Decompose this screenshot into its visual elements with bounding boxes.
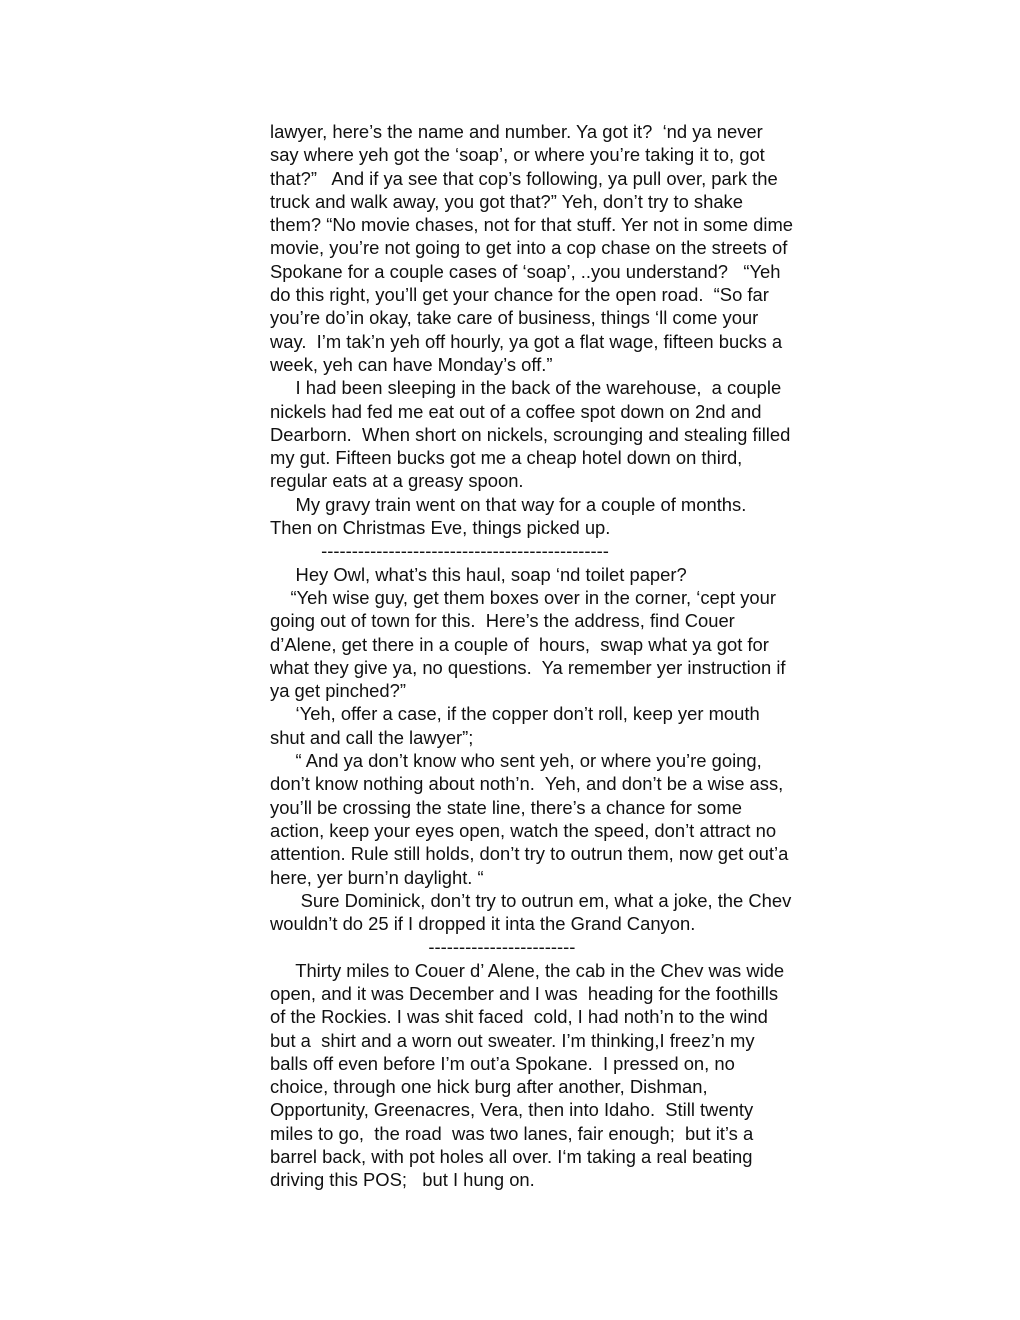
text-line: “Yeh wise guy, get them boxes over in the corner, ‘cept your [270,586,777,608]
text-line: do this right, you’ll get your chance for the open road. “So far [270,284,769,306]
text-line: that?” And if ya see that cop’s following, ya pull over, park the [270,167,778,189]
text-line: My gravy train went on that way for a couple of months. [270,493,747,515]
text-line: movie, you’re not going to get into a cop chase on the streets of [270,237,788,259]
text-line: ‘Yeh, offer a case, if the copper don’t roll, keep yer mouth [270,703,760,725]
text-line: don’t know nothing about noth’n. Yeh, and don’t be a wise ass, [270,773,784,795]
text-line: my gut. Fifteen bucks got me a cheap hotel down on third, [270,447,743,469]
text-line: week, yeh can have Monday’s off.” [270,353,553,375]
text-line: you’ll be crossing the state line, there’s a chance for some [270,796,742,818]
text-line: Opportunity, Greenacres, Vera, then into Idaho. Still twenty [270,1099,754,1121]
text-line: here, yer burn’n daylight. “ [270,866,484,888]
text-line: Sure Dominick, don’t try to outrun em, what a joke, the Chev [270,889,792,911]
text-line: Hey Owl, what’s this haul, soap ‘nd toilet paper? [270,563,687,585]
text-line: nickels had fed me eat out of a coffee spot down on 2nd and [270,400,762,422]
text-line: Thirty miles to Couer d’ Alene, the cab in the Chev was wide [270,959,785,981]
text-line: of the Rockies. I was shit faced cold, I had noth’n to the wind [270,1006,768,1028]
text-line: say where yeh got the ‘soap’, or where you’re taking it to, got [270,144,765,166]
text-line: Spokane for a couple cases of ‘soap’, ..you understand? “Yeh [270,260,781,282]
text-line: them? “No movie chases, not for that stuff. Yer not in some dime [270,214,794,236]
text-line: barrel back, with pot holes all over. I‘m taking a real beating [270,1146,753,1168]
text-line: wouldn’t do 25 if I dropped it inta the Grand Canyon. [270,913,696,935]
text-line: shut and call the lawyer”; [270,726,474,748]
text-line: lawyer, here’s the name and number. Ya got it? ‘nd ya never [270,121,763,142]
text-line: Then on Christmas Eve, things picked up. [270,517,611,539]
document-page [270,120,850,1192]
text-line: miles to go, the road was two lanes, fair enough; but it’s a [270,1122,754,1144]
text-line: balls off even before I’m out’a Spokane. I pressed on, no [270,1052,735,1074]
text-line: what they give ya, no questions. Ya remember yer instruction if [270,656,786,678]
section-divider: ----------------------------------------------- [270,540,609,562]
text-line: driving this POS; but I hung on. [270,1169,535,1191]
text-line: but a shirt and a worn out sweater. I’m thinking,I freez’n my [270,1029,755,1051]
text-line: you’re do’in okay, take care of business, things ‘ll come your [270,307,759,329]
text-line: going out of town for this. Here’s the address, find Couer [270,610,735,632]
text-line: action, keep your eyes open, watch the speed, don’t attract no [270,819,777,841]
text-line: ya get pinched?” [270,680,406,702]
text-line: choice, through one hick burg after another, Dishman, [270,1076,708,1098]
section-divider: ------------------------ [270,936,576,958]
text-line: truck and walk away, you got that?” Yeh, don’t try to shake [270,190,743,212]
text-line: Dearborn. When short on nickels, scrounging and stealing filled [270,423,791,445]
text-line: d’Alene, get there in a couple of hours, swap what ya got for [270,633,769,655]
text-line: open, and it was December and I was heading for the foothills [270,982,779,1004]
text-line: way. I’m tak’n yeh off hourly, ya got a flat wage, fifteen bucks a [270,330,783,352]
text-line: attention. Rule still holds, don’t try to outrun them, now get out’a [270,843,789,865]
text-line: “ And ya don’t know who sent yeh, or where you’re going, [270,750,762,772]
text-line: regular eats at a greasy spoon. [270,470,524,492]
text-line: I had been sleeping in the back of the warehouse, a couple [270,377,782,399]
